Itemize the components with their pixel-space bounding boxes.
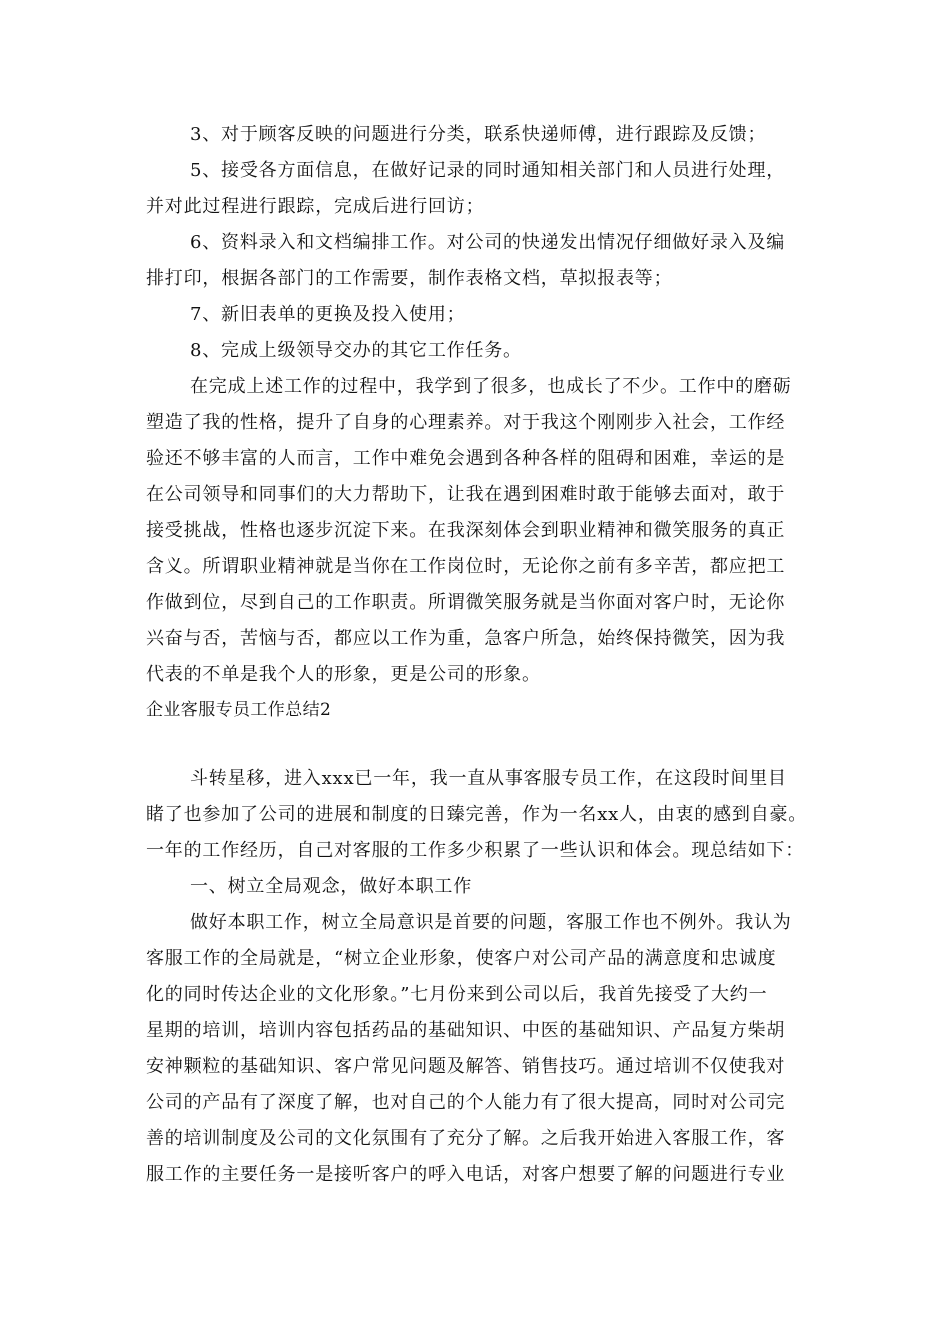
paragraph-line: 斗转星移，进入xxx已一年，我一直从事客服专员工作，在这段时间里目 — [190, 768, 787, 789]
paragraph-line: 服工作的主要任务一是接听客户的呼入电话，对客户想要了解的问题进行专业 — [146, 1164, 786, 1185]
paragraph-line: 客服工作的全局就是，“树立企业形象，使客户对公司产品的满意度和忠诚度 — [146, 948, 777, 969]
paragraph-line: 接受挑战，性格也逐步沉淀下来。在我深刻体会到职业精神和微笑服务的真正 — [146, 520, 786, 541]
paragraph-line: 公司的产品有了深度了解，也对自己的个人能力有了很大提高，同时对公司完 — [146, 1092, 786, 1113]
paragraph-line: 代表的不单是我个人的形象，更是公司的形象。 — [146, 664, 541, 685]
section-heading: 企业客服专员工作总结2 — [146, 700, 332, 720]
paragraph-line: 一年的工作经历，自己对客服的工作多少积累了一些认识和体会。现总结如下： — [146, 840, 804, 861]
paragraph-line: 8、完成上级领导交办的其它工作任务。 — [190, 340, 522, 361]
paragraph-line: 做好本职工作，树立全局意识是首要的问题，客服工作也不例外。我认为 — [190, 912, 792, 933]
paragraph-line: 兴奋与否，苦恼与否，都应以工作为重，急客户所急，始终保持微笑，因为我 — [146, 628, 786, 649]
paragraph-line: 6、资料录入和文档编排工作。对公司的快递发出情况仔细做好录入及编 — [190, 232, 786, 253]
paragraph-line: 作做到位，尽到自己的工作职责。所谓微笑服务就是当你面对客户时，无论你 — [146, 592, 786, 613]
paragraph-line: 7、新旧表单的更换及投入使用； — [190, 304, 466, 325]
paragraph-line: 睹了也参加了公司的进展和制度的日臻完善，作为一名xx人，由衷的感到自豪。 — [146, 804, 808, 825]
paragraph-line: 在公司领导和同事们的大力帮助下，让我在遇到困难时敢于能够去面对，敢于 — [146, 484, 786, 505]
paragraph-line: 5、接受各方面信息，在做好记录的同时通知相关部门和人员进行处理， — [190, 160, 786, 181]
paragraph-line: 验还不够丰富的人而言，工作中难免会遇到各种各样的阻碍和困难，幸运的是 — [146, 448, 786, 469]
paragraph-line: 并对此过程进行跟踪，完成后进行回访； — [146, 196, 485, 217]
paragraph-line: 星期的培训，培训内容包括药品的基础知识、中医的基础知识、产品复方柴胡 — [146, 1020, 786, 1041]
paragraph-line: 塑造了我的性格，提升了自身的心理素养。对于我这个刚刚步入社会，工作经 — [146, 412, 786, 433]
paragraph-line: 含义。所谓职业精神就是当你在工作岗位时，无论你之前有多辛苦，都应把工 — [146, 556, 786, 577]
paragraph-line: 化的同时传达企业的文化形象。”七月份来到公司以后，我首先接受了大约一 — [146, 984, 768, 1005]
paragraph-line: 善的培训制度及公司的文化氛围有了充分了解。之后我开始进入客服工作，客 — [146, 1128, 786, 1149]
paragraph-line: 排打印，根据各部门的工作需要，制作表格文档，草拟报表等； — [146, 268, 673, 289]
paragraph-line: 3、对于顾客反映的问题进行分类，联系快递师傅，进行跟踪及反馈； — [190, 124, 767, 145]
subheading-line: 一、树立全局观念，做好本职工作 — [190, 876, 472, 897]
paragraph-line: 在完成上述工作的过程中，我学到了很多，也成长了不少。工作中的磨砺 — [190, 376, 792, 397]
paragraph-line: 安神颗粒的基础知识、客户常见问题及解答、销售技巧。通过培训不仅使我对 — [146, 1056, 786, 1077]
